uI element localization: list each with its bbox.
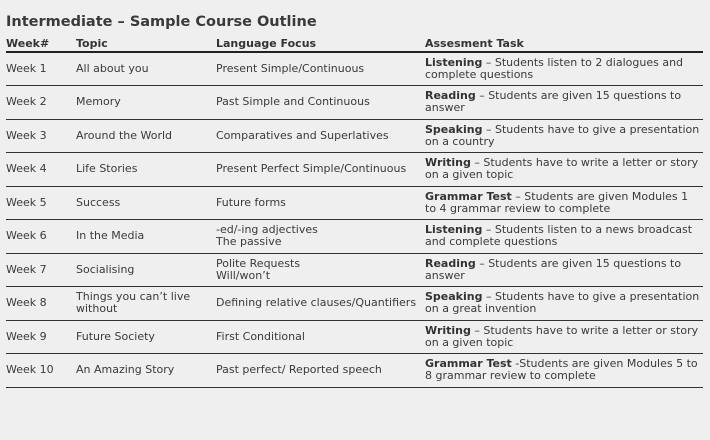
topic-cell: Success xyxy=(76,186,216,220)
assessment-task-cell xyxy=(425,220,703,254)
table-row xyxy=(6,220,703,254)
language-focus-item: Present Perfect Simple/Continuous xyxy=(216,162,407,176)
language-focus-item: Past Simple and Continuous xyxy=(216,95,370,109)
task-type-label: Writing xyxy=(425,323,471,337)
task-description: – Students are given Modules 1 to 4 grammar review to complete xyxy=(425,189,689,215)
task-type-label: Grammar Test xyxy=(425,357,512,371)
week-cell: Week 1 xyxy=(6,52,76,86)
topic-cell: All about you xyxy=(76,52,216,86)
language-focus-item: -ed/-ing adjectives xyxy=(216,223,318,237)
task-description: – Students are given 15 questions to answer xyxy=(425,89,682,115)
week-cell: Week 6 xyxy=(6,220,76,254)
week-cell: Week 2 xyxy=(6,86,76,120)
week-cell: Week 3 xyxy=(6,119,76,153)
week-cell: Week 8 xyxy=(6,287,76,321)
language-focus-item: First Conditional xyxy=(216,329,305,343)
task-description: – Students are given 15 questions to answer xyxy=(425,256,682,282)
language-focus-cell xyxy=(216,220,425,254)
table-row xyxy=(6,320,703,354)
language-focus-cell xyxy=(216,153,425,187)
assessment-task-cell xyxy=(425,119,703,153)
task-type-label: Speaking xyxy=(425,122,483,136)
language-focus-item: Defining relative clauses/Quantifiers xyxy=(216,296,417,310)
assessment-task-cell xyxy=(425,320,703,354)
language-focus-item: Polite Requests xyxy=(216,256,301,270)
task-type-label: Grammar Test xyxy=(425,189,512,203)
week-cell: Week 5 xyxy=(6,186,76,220)
topic-cell: Life Stories xyxy=(76,153,216,187)
task-description: – Students listen to a news broadcast and complete questions xyxy=(425,223,693,249)
language-focus-cell xyxy=(216,86,425,120)
task-description: -Students are given Modules 5 to 8 grammar review to complete xyxy=(425,357,698,383)
task-type-label: Reading xyxy=(425,89,476,103)
table-row xyxy=(6,52,703,86)
week-cell: Week 7 xyxy=(6,253,76,287)
topic-cell: Around the World xyxy=(76,119,216,153)
language-focus-cell xyxy=(216,287,425,321)
language-focus-item: Will/won’t xyxy=(216,268,271,282)
language-focus-cell xyxy=(216,320,425,354)
table-row xyxy=(6,287,703,321)
task-type-label: Speaking xyxy=(425,290,483,304)
task-description: – Students have to give a presentation on a country xyxy=(425,122,700,148)
assessment-task-cell xyxy=(425,253,703,287)
header-week: Week# xyxy=(6,37,76,52)
header-language-focus: Language Focus xyxy=(216,37,425,52)
task-description: – Students listen to 2 dialogues and complete questions xyxy=(425,56,684,81)
language-focus-cell xyxy=(216,186,425,220)
table-header-row xyxy=(6,37,703,52)
week-cell: Week 4 xyxy=(6,153,76,187)
table-row xyxy=(6,253,703,287)
header-assessment-task: Assesment Task xyxy=(425,37,703,52)
assessment-task-cell xyxy=(425,153,703,187)
table-row xyxy=(6,119,703,153)
task-type-label: Reading xyxy=(425,256,476,270)
task-description: – Students have to give a presentation on a great invention xyxy=(425,290,700,316)
language-focus-item: The passive xyxy=(216,235,282,249)
task-description: – Students have to write a letter or story on a given topic xyxy=(425,156,699,182)
task-type-label: Listening xyxy=(425,223,483,237)
language-focus-item: Past perfect/ Reported speech xyxy=(216,363,382,377)
course-outline-table xyxy=(6,37,703,388)
language-focus-cell xyxy=(216,253,425,287)
table-body xyxy=(6,52,703,387)
header-topic: Topic xyxy=(76,37,216,52)
week-cell: Week 9 xyxy=(6,320,76,354)
language-focus-cell xyxy=(216,119,425,153)
document-page xyxy=(6,12,703,388)
task-description: – Students have to write a letter or story on a given topic xyxy=(425,323,699,349)
task-type-label: Writing xyxy=(425,156,471,170)
topic-cell: Future Society xyxy=(76,320,216,354)
topic-cell: Things you can’t live without xyxy=(76,287,216,321)
assessment-task-cell xyxy=(425,52,703,86)
topic-cell: In the Media xyxy=(76,220,216,254)
table-row xyxy=(6,153,703,187)
assessment-task-cell xyxy=(425,287,703,321)
table-row xyxy=(6,186,703,220)
assessment-task-cell xyxy=(425,354,703,388)
assessment-task-cell xyxy=(425,186,703,220)
language-focus-item: Future forms xyxy=(216,195,286,209)
table-row xyxy=(6,86,703,120)
language-focus-item: Comparatives and Superlatives xyxy=(216,128,389,142)
assessment-task-cell xyxy=(425,86,703,120)
topic-cell: Memory xyxy=(76,86,216,120)
page-title: Intermediate – Sample Course Outline xyxy=(6,14,317,30)
topic-cell: An Amazing Story xyxy=(76,354,216,388)
language-focus-item: Present Simple/Continuous xyxy=(216,62,365,75)
language-focus-cell xyxy=(216,52,425,86)
language-focus-cell xyxy=(216,354,425,388)
week-cell: Week 10 xyxy=(6,354,76,388)
topic-cell: Socialising xyxy=(76,253,216,287)
task-type-label: Listening xyxy=(425,56,483,69)
table-row xyxy=(6,354,703,388)
